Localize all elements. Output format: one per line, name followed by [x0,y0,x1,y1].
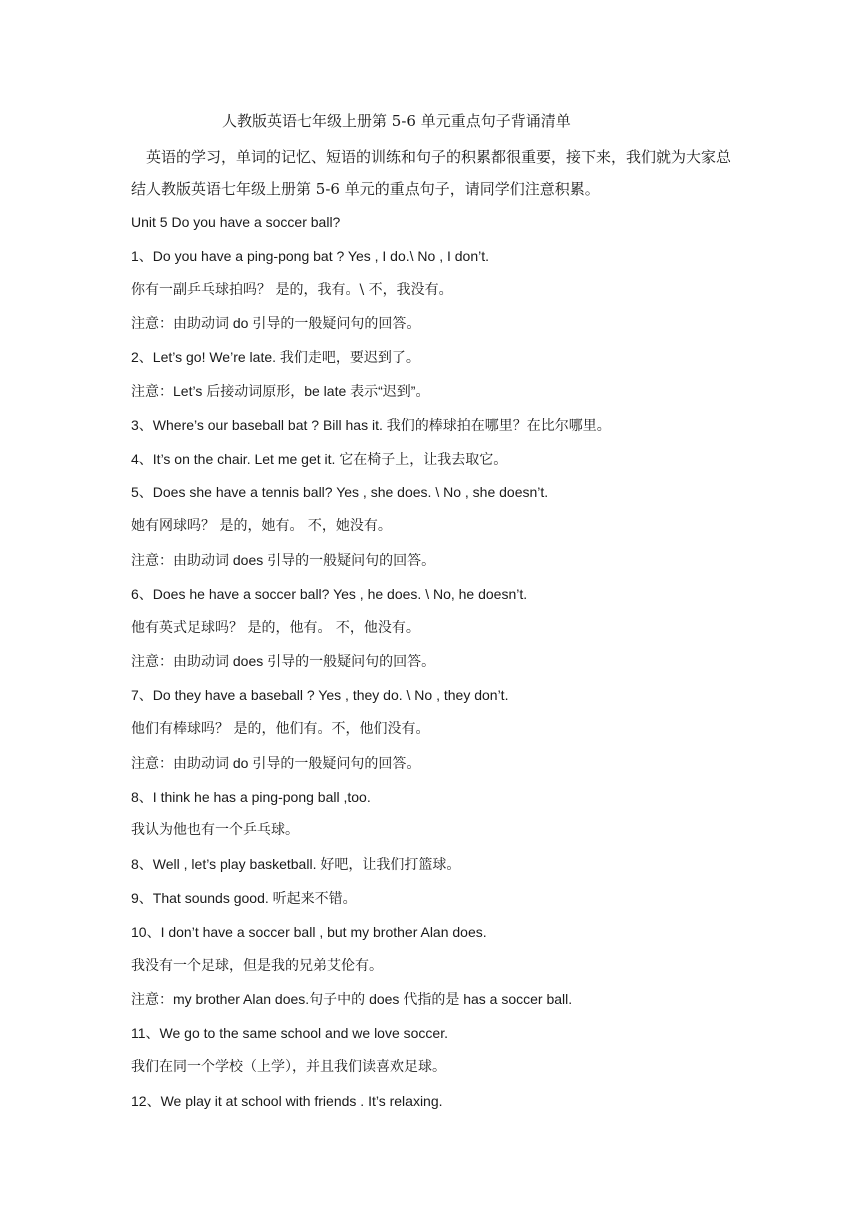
sentence-line: 8、I think he has a ping-pong ball ,too. [131,788,371,805]
document-title: 人教版英语七年级上册第 5-6 单元重点句子背诵清单 [222,112,571,130]
sentence-line: 我没有一个足球，但是我的兄弟艾伦有。 [131,957,383,974]
sentence-line: 她有网球吗？ 是的，她有。 不，她没有。 [131,518,392,535]
sentence-line: 注意：由助动词 do 引导的一般疑问句的回答。 [131,754,421,771]
sentence-line: 注意：由助动词 does 引导的一般疑问句的回答。 [131,551,436,568]
sentence-line: 9、That sounds good. 听起来不错。 [131,889,357,906]
sentence-list [131,209,781,1122]
sentence-line: 他有英式足球吗？ 是的，他有。 不，他没有。 [131,619,420,636]
sentence-line: 我认为他也有一个乒乓球。 [131,822,299,839]
sentence-line: 11、We go to the same school and we love soccer. [131,1025,448,1042]
intro-paragraph: 英语的学习，单词的记忆、短语的训练和句子的积累都很重要，接下来，我们就为大家总结人教版英语七年级上册第 5-6 单元的重点句子，请同学们注意积累。 [131,148,732,198]
sentence-line: 我们在同一个学校（上学），并且我们读喜欢足球。 [131,1058,446,1075]
sentence-line: 1、Do you have a ping-pong bat ? Yes , I do.\ No , I don’t. [131,247,490,264]
sentence-line: 7、Do they have a baseball ? Yes , they do. \ No , they don’t. [131,687,509,704]
sentence-line: 他们有棒球吗？ 是的，他们有。不，他们没有。 [131,720,430,737]
sentence-line: 5、Does she have a tennis ball? Yes , she does. \ No , she doesn’t. [131,484,549,501]
sentence-line: 4、It’s on the chair. Let me get it. 它在椅子上，让我去取它。 [131,450,508,467]
sentence-line: 2、Let’s go! We’re late. 我们走吧，要迟到了。 [131,349,420,366]
sentence-line: 10、I don’t have a soccer ball , but my brother Alan does. [131,923,487,940]
sentence-line: 8、Well , let’s play basketball. 好吧，让我们打篮球。 [131,856,461,873]
unit-heading: Unit 5 Do you have a soccer ball? [131,214,341,230]
sentence-line: 注意：my brother Alan does.句子中的 does 代指的是 has a soccer ball. [131,991,573,1008]
sentence-line: 3、Where’s our baseball bat ? Bill has it. 我们的棒球拍在哪里？在比尔哪里。 [131,416,611,433]
sentence-line: 你有一副乒乓球拍吗？ 是的，我有。\ 不，我没有。 [131,281,453,298]
sentence-line: 12、We play it at school with friends . It’s relaxing. [131,1092,443,1109]
sentence-line: 注意：由助动词 do 引导的一般疑问句的回答。 [131,315,421,332]
sentence-line: 6、Does he have a soccer ball? Yes , he does. \ No, he doesn’t. [131,585,528,602]
sentence-line: 注意：由助动词 does 引导的一般疑问句的回答。 [131,653,436,670]
sentence-line: 注意：Let’s 后接动词原形，be late 表示“迟到”。 [131,382,430,399]
